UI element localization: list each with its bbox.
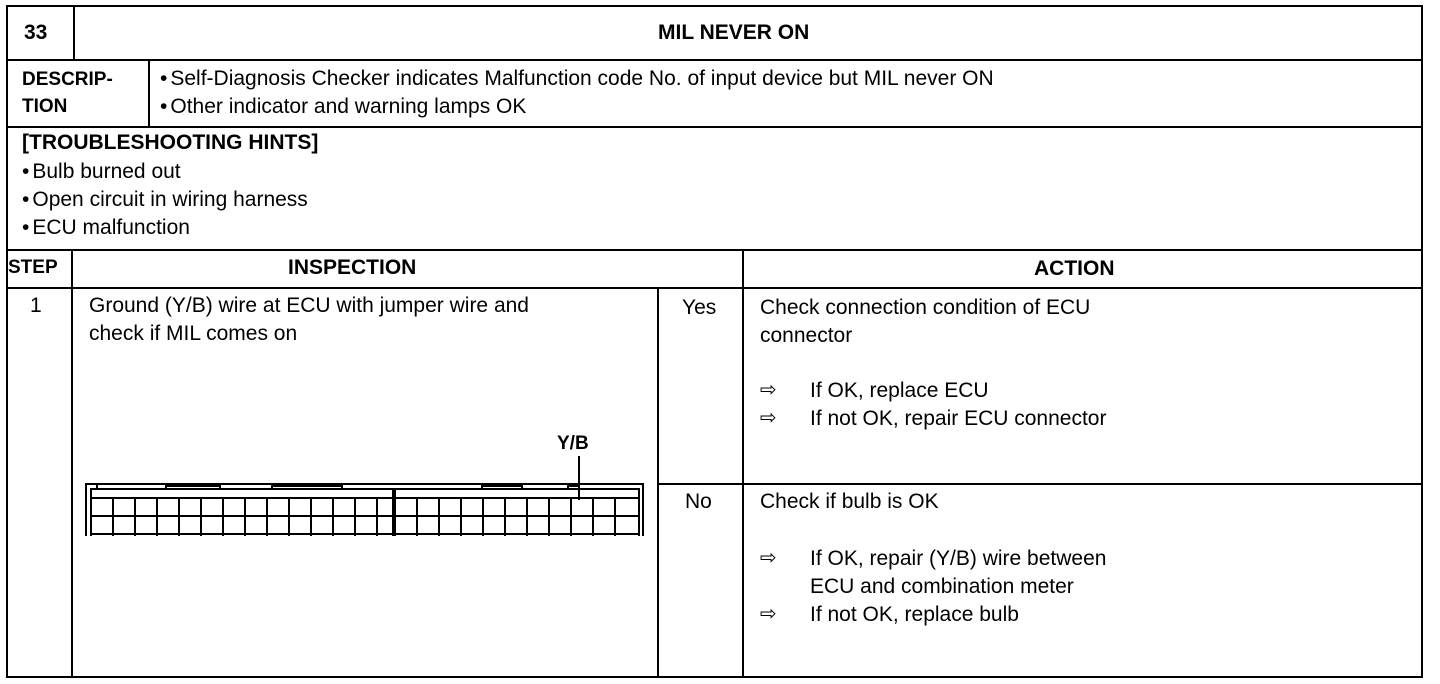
hint-item: • Bulb burned out <box>22 158 181 186</box>
inspection-text: Ground (Y/B) wire at ECU with jumper wire and <box>89 294 529 317</box>
inspection-text: check if MIL comes on <box>89 322 298 345</box>
action-result: If OK, repair (Y/B) wire between <box>810 547 1107 570</box>
description-item: • Other indicator and warning lamps OK <box>160 93 526 121</box>
action-result: If not OK, replace bulb <box>810 603 1019 626</box>
divider <box>71 249 73 678</box>
description-label-line: DESCRIP- <box>22 69 113 90</box>
action-result: ECU and combination meter <box>810 575 1074 598</box>
yes-label: Yes <box>682 296 717 319</box>
divider <box>6 287 1423 289</box>
description-item: • Self-Diagnosis Checker indicates Malfunction code No. of input device but MIL never ON <box>160 65 994 93</box>
column-header-inspection: INSPECTION <box>288 256 417 279</box>
wire-label: Y/B <box>557 433 589 454</box>
divider <box>657 483 1423 485</box>
hints-title: [TROUBLESHOOTING HINTS] <box>22 131 319 154</box>
code-number: 33 <box>24 21 48 44</box>
hint-item: • Open circuit in wiring harness <box>22 186 308 214</box>
action-text: connector <box>760 324 853 347</box>
arrow-right-outline-icon: ⇨ <box>760 547 777 569</box>
no-label: No <box>685 490 712 513</box>
arrow-right-outline-icon: ⇨ <box>760 603 777 625</box>
divider <box>657 287 659 678</box>
action-result: If OK, replace ECU <box>810 379 989 402</box>
arrow-right-outline-icon: ⇨ <box>760 379 777 401</box>
action-result: If not OK, repair ECU connector <box>810 407 1107 430</box>
ecu-connector-diagram <box>82 456 652 536</box>
divider <box>742 249 744 678</box>
column-header-step: STEP <box>8 257 58 278</box>
description-label-line: TION <box>22 96 68 117</box>
action-text: Check connection condition of ECU <box>760 296 1091 319</box>
column-header-action: ACTION <box>1034 257 1115 280</box>
divider <box>6 126 1423 128</box>
divider <box>73 5 75 60</box>
divider <box>6 59 1423 61</box>
hint-item: • ECU malfunction <box>22 214 190 242</box>
action-text: Check if bulb is OK <box>760 490 939 513</box>
page-title: MIL NEVER ON <box>658 21 810 44</box>
divider <box>6 249 1423 251</box>
divider <box>148 59 150 127</box>
step-number: 1 <box>30 294 42 317</box>
description-label <box>22 66 113 120</box>
arrow-right-outline-icon: ⇨ <box>760 407 777 429</box>
